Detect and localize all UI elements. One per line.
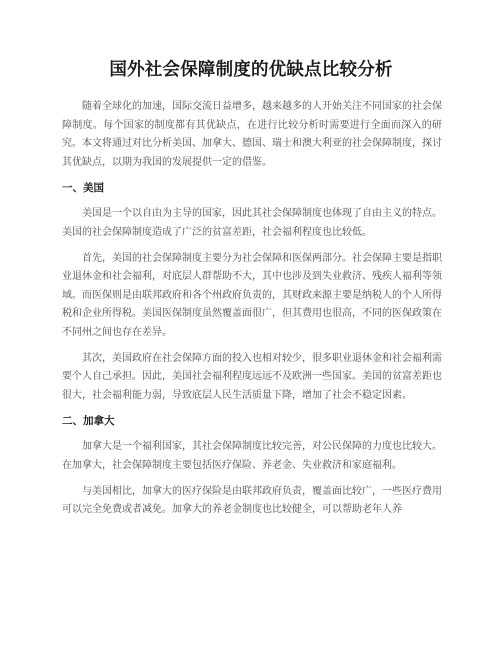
document-body bbox=[62, 98, 442, 527]
paragraph: 美国是一个以自由为主导的国家，因此其社会保障制度也体现了自由主义的特点。美国的社会保障制度造成了广泛的贫富差距，社会福利程度也比较低。 bbox=[62, 208, 442, 238]
paragraph: 首先，美国的社会保障制度主要分为社会保障和医保两部分。社会保障主要是指职业退休金和社会福利，对底层人群帮助不大，其中也涉及到失业救济、残疾人福利等领域。而医保则是由联邦政府和各个州政府负责的，其财政来源主要是纳税人的个人所得税和企业所得税。美国医保制度虽然覆盖面很广，但其费用也很高，不同的医保政策在不同州之间也存在差异。 bbox=[62, 252, 442, 338]
paragraph: 与美国相比，加拿大的医疗保险是由联邦政府负责，覆盖面比较广，一些医疗费用可以完全免费或者减免。加拿大的养老金制度也比较健全，可以帮助老年人养 bbox=[62, 485, 442, 516]
paragraph: 其次，美国政府在社会保障方面的投入也相对较少，很多职业退休金和社会福利需要个人自己承担。因此，美国社会福利程度远远不及欧洲一些国家。美国的贫富差距也很大，社会福利能力弱，导致底层人民生活质量下降，增加了社会不稳定因素。 bbox=[62, 352, 442, 401]
intro-paragraph: 随着全球化的加速，国际交流日益增多，越来越多的人开始关注不同国家的社会保障制度。每个国家的制度都有其优缺点，在进行比较分析时需要进行全面而深入的研究。本文将通过对比分析美国、加拿大、德国、瑞士和澳大利亚的社会保障制度，探讨其优缺点，以期为我国的发展提供一定的借鉴。 bbox=[62, 101, 442, 168]
document-title: 国外社会保障制度的优缺点比较分析 bbox=[109, 60, 393, 80]
section-heading-canada: 二、加拿大 bbox=[62, 415, 115, 428]
section-heading-usa: 一、美国 bbox=[62, 182, 104, 195]
paragraph: 加拿大是一个福利国家，其社会保障制度比较完善，对公民保障的力度也比较大。在加拿大，社会保障制度主要包括医疗保险、养老金、失业救济和家庭福利。 bbox=[62, 441, 442, 471]
